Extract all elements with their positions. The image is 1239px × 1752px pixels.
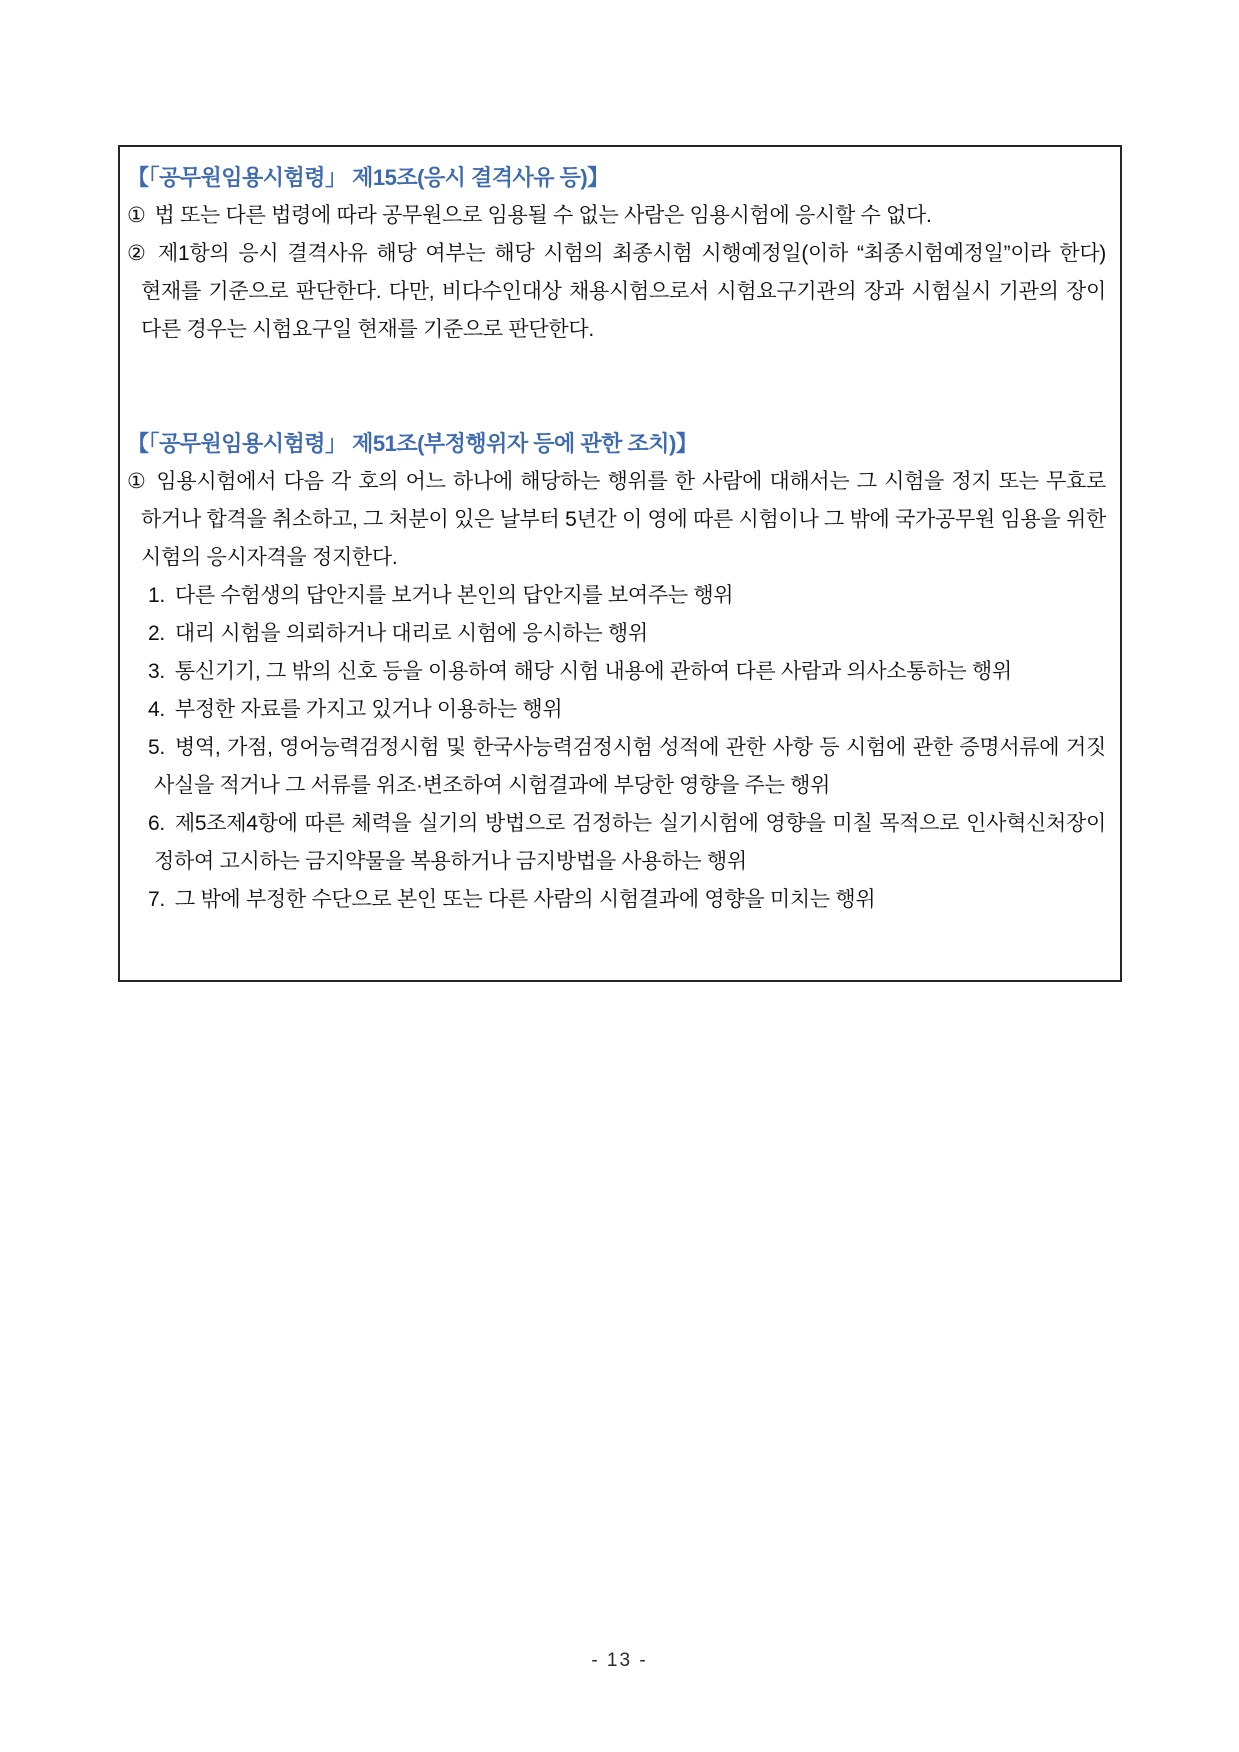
page-footer bbox=[0, 1650, 1239, 1672]
article-51-clause-1 bbox=[127, 463, 1106, 577]
page-number: - 13 - bbox=[591, 1650, 648, 1671]
item-number: 4. bbox=[148, 698, 165, 721]
item-text: 그 밖에 부정한 수단으로 본인 또는 다른 사람의 시험결과에 영향을 미치는 행위 bbox=[174, 888, 876, 911]
clause-marker: ① bbox=[127, 470, 148, 493]
item-number: 3. bbox=[148, 660, 165, 683]
item-number: 2. bbox=[148, 622, 165, 645]
clause-text: 임용시험에서 다음 각 호의 어느 하나에 해당하는 행위를 한 사람에 대해서는 그 시험을 정지 또는 무효로 하거나 합격을 취소하고, 그 처분이 있은 날부터 5년간 이 영에 따른 시험이나 그 밖에 국가공무원 임용을 위한 시험의 응시자격을 정지한다. bbox=[141, 470, 1106, 569]
legal-notice-box bbox=[118, 145, 1122, 982]
clause-text: 법 또는 다른 법령에 따라 공무원으로 임용될 수 없는 사람은 임용시험에 응시할 수 없다. bbox=[154, 204, 932, 227]
item-number: 5. bbox=[148, 736, 165, 759]
article-15-heading: 【「공무원임용시험령」 제15조(응시 결격사유 등)】 bbox=[127, 165, 609, 190]
list-item-1 bbox=[148, 577, 1106, 615]
list-item-2 bbox=[148, 615, 1106, 653]
list-item-4 bbox=[148, 691, 1106, 729]
item-text: 제5조제4항에 따른 체력을 실기의 방법으로 검정하는 실기시험에 영향을 미칠 목적으로 인사혁신처장이 정하여 고시하는 금지약물을 복용하거나 금지방법을 사용하는 행위 bbox=[154, 812, 1106, 873]
article-15-clause-2 bbox=[127, 235, 1106, 349]
section-article-51 bbox=[127, 425, 1106, 919]
item-text: 병역, 가점, 영어능력검정시험 및 한국사능력검정시험 성적에 관한 사항 등 시험에 관한 증명서류에 거짓 사실을 적거나 그 서류를 위조·변조하여 시험결과에 부당한 영향을 주는 행위 bbox=[154, 736, 1106, 797]
item-text: 다른 수험생의 답안지를 보거나 본인의 답안지를 보여주는 행위 bbox=[174, 584, 734, 607]
item-number: 7. bbox=[148, 888, 165, 911]
list-item-5 bbox=[148, 729, 1106, 805]
clause-text: 제1항의 응시 결격사유 해당 여부는 해당 시험의 최종시험 시행예정일(이하 “최종시험예정일”이라 한다) 현재를 기준으로 판단한다. 다만, 비다수인대상 채용시험으로서 시험요구기관의 장과 시험실시 기관의 장이 다른 경우는 시험요구일 현재를 기준으로 판단한다. bbox=[141, 242, 1106, 341]
item-text: 통신기기, 그 밖의 신호 등을 이용하여 해당 시험 내용에 관하여 다른 사람과 의사소통하는 행위 bbox=[174, 660, 1012, 683]
item-number: 1. bbox=[148, 584, 165, 607]
list-item-3 bbox=[148, 653, 1106, 691]
list-item-7 bbox=[148, 881, 1106, 919]
section-article-15 bbox=[127, 159, 1106, 349]
item-text: 부정한 자료를 가지고 있거나 이용하는 행위 bbox=[174, 698, 563, 721]
article-15-clause-1 bbox=[127, 197, 1106, 235]
clause-marker: ② bbox=[127, 242, 150, 265]
list-item-6 bbox=[148, 805, 1106, 881]
item-number: 6. bbox=[148, 812, 165, 835]
clause-marker: ① bbox=[127, 204, 146, 227]
item-text: 대리 시험을 의뢰하거나 대리로 시험에 응시하는 행위 bbox=[174, 622, 648, 645]
article-51-heading: 【「공무원임용시험령」 제51조(부정행위자 등에 관한 조치)】 bbox=[127, 431, 698, 456]
